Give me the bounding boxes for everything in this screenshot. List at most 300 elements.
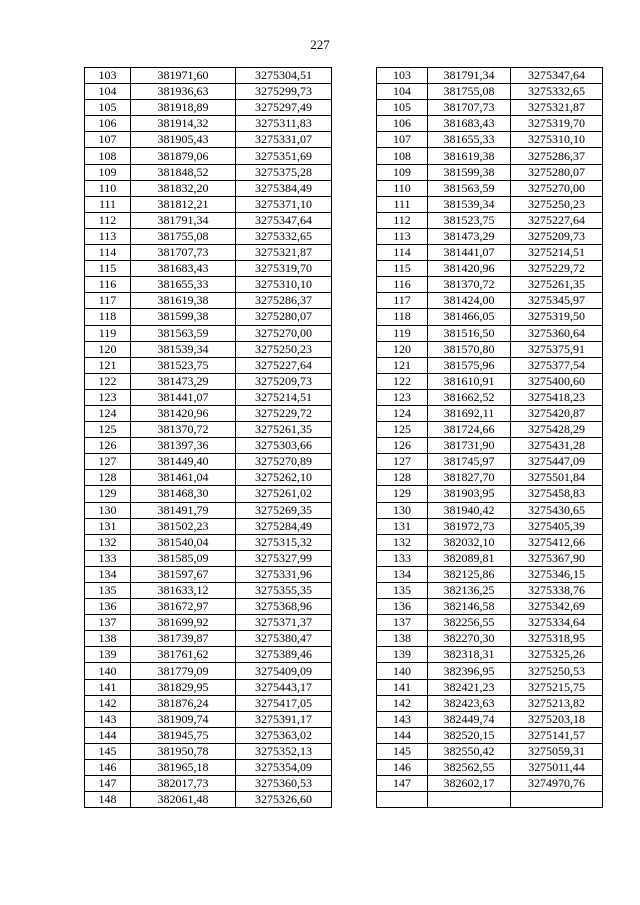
table-row — [85, 261, 332, 277]
table-row — [85, 212, 332, 228]
y-coordinate-cell: 3275303,66 — [236, 438, 332, 454]
x-coordinate-cell: 381950,78 — [131, 743, 236, 759]
x-coordinate-cell: 382423,63 — [428, 695, 511, 711]
x-coordinate-cell: 381707,73 — [131, 245, 236, 261]
point-number-cell: 122 — [85, 373, 131, 389]
table-row — [377, 261, 603, 277]
x-coordinate-cell: 382089,81 — [428, 550, 511, 566]
y-coordinate-cell: 3275405,39 — [511, 518, 603, 534]
y-coordinate-cell: 3275327,99 — [236, 550, 332, 566]
point-number-cell: 146 — [377, 760, 428, 776]
table-row — [377, 180, 603, 196]
table-row — [85, 132, 332, 148]
x-coordinate-cell: 381812,21 — [131, 196, 236, 212]
y-coordinate-cell: 3275311,83 — [236, 116, 332, 132]
x-coordinate-cell: 381936,63 — [131, 84, 236, 100]
y-coordinate-cell: 3275310,10 — [511, 132, 603, 148]
point-number-cell: 126 — [85, 438, 131, 454]
x-coordinate-cell: 381940,42 — [428, 502, 511, 518]
y-coordinate-cell: 3275346,15 — [511, 566, 603, 582]
x-coordinate-cell: 382061,48 — [131, 792, 236, 808]
y-coordinate-cell: 3275284,49 — [236, 518, 332, 534]
table-row — [377, 631, 603, 647]
point-number-cell: 145 — [85, 743, 131, 759]
point-number-cell: 115 — [85, 261, 131, 277]
y-coordinate-cell: 3275319,70 — [511, 116, 603, 132]
table-row — [85, 486, 332, 502]
table-row — [377, 438, 603, 454]
x-coordinate-cell: 381918,89 — [131, 100, 236, 116]
table-row — [85, 309, 332, 325]
point-number-cell: 137 — [85, 615, 131, 631]
y-coordinate-cell: 3275214,51 — [511, 245, 603, 261]
y-coordinate-cell: 3275331,07 — [236, 132, 332, 148]
table-row — [377, 695, 603, 711]
point-number-cell: 119 — [377, 325, 428, 341]
table-row — [85, 341, 332, 357]
table-row — [85, 389, 332, 405]
x-coordinate-cell: 381610,91 — [428, 373, 511, 389]
y-coordinate-cell: 3275270,00 — [236, 325, 332, 341]
y-coordinate-cell: 3275297,49 — [236, 100, 332, 116]
point-number-cell: 144 — [377, 727, 428, 743]
y-coordinate-cell: 3275430,65 — [511, 502, 603, 518]
x-coordinate-cell: 381516,50 — [428, 325, 511, 341]
x-coordinate-cell: 381585,09 — [131, 550, 236, 566]
y-coordinate-cell: 3275214,51 — [236, 389, 332, 405]
x-coordinate-cell: 381779,09 — [131, 663, 236, 679]
y-coordinate-cell: 3275141,57 — [511, 727, 603, 743]
x-coordinate-cell: 381539,34 — [131, 341, 236, 357]
point-number-cell: 125 — [377, 422, 428, 438]
x-coordinate-cell: 381424,00 — [428, 293, 511, 309]
x-coordinate-cell: 381848,52 — [131, 164, 236, 180]
x-coordinate-cell: 381441,07 — [131, 389, 236, 405]
x-coordinate-cell: 381879,06 — [131, 148, 236, 164]
coordinates-table-left — [84, 67, 332, 808]
table-row — [377, 422, 603, 438]
x-coordinate-cell: 382017,73 — [131, 776, 236, 792]
y-coordinate-cell: 3275351,69 — [236, 148, 332, 164]
point-number-cell: 112 — [85, 212, 131, 228]
y-coordinate-cell: 3275347,64 — [236, 212, 332, 228]
x-coordinate-cell: 381683,43 — [428, 116, 511, 132]
table-row — [85, 68, 332, 84]
table-row — [377, 373, 603, 389]
table-row — [377, 309, 603, 325]
x-coordinate-cell: 381633,12 — [131, 583, 236, 599]
point-number-cell: 135 — [85, 583, 131, 599]
table-row — [377, 357, 603, 373]
y-coordinate-cell: 3275280,07 — [236, 309, 332, 325]
point-number-cell: 111 — [85, 196, 131, 212]
point-number-cell: 116 — [85, 277, 131, 293]
point-number-cell: 148 — [85, 792, 131, 808]
y-coordinate-cell: 3275371,37 — [236, 615, 332, 631]
point-number-cell: 124 — [85, 405, 131, 421]
point-number-cell: 112 — [377, 212, 428, 228]
point-number-cell: 111 — [377, 196, 428, 212]
y-coordinate-cell: 3275321,87 — [236, 245, 332, 261]
y-coordinate-cell: 3275310,10 — [236, 277, 332, 293]
x-coordinate-cell: 381619,38 — [131, 293, 236, 309]
point-number-cell: 114 — [377, 245, 428, 261]
table-row — [377, 534, 603, 550]
point-number-cell: 120 — [85, 341, 131, 357]
x-coordinate-cell: 381829,95 — [131, 679, 236, 695]
point-number-cell: 134 — [377, 566, 428, 582]
y-coordinate-cell: 3275412,66 — [511, 534, 603, 550]
point-number-cell: 136 — [377, 599, 428, 615]
y-coordinate-cell: 3275354,09 — [236, 760, 332, 776]
table-row — [85, 180, 332, 196]
y-coordinate-cell: 3275375,28 — [236, 164, 332, 180]
point-number-cell: 124 — [377, 405, 428, 421]
x-coordinate-cell: 381905,43 — [131, 132, 236, 148]
x-coordinate-cell: 381397,36 — [131, 438, 236, 454]
y-coordinate-cell: 3275447,09 — [511, 454, 603, 470]
x-coordinate-cell: 382270,30 — [428, 631, 511, 647]
x-coordinate-cell: 381972,73 — [428, 518, 511, 534]
point-number-cell: 106 — [85, 116, 131, 132]
y-coordinate-cell: 3275347,64 — [511, 68, 603, 84]
table-row — [85, 196, 332, 212]
y-coordinate-cell: 3275380,47 — [236, 631, 332, 647]
table-row — [377, 389, 603, 405]
point-number-cell: 139 — [377, 647, 428, 663]
x-coordinate-cell: 381707,73 — [428, 100, 511, 116]
point-number-cell: 118 — [377, 309, 428, 325]
point-number-cell: 147 — [377, 776, 428, 792]
table-row — [377, 550, 603, 566]
point-number-cell: 128 — [377, 470, 428, 486]
point-number-cell: 137 — [377, 615, 428, 631]
page-number: 227 — [310, 37, 330, 52]
point-number-cell: 116 — [377, 277, 428, 293]
y-coordinate-cell: 3275368,96 — [236, 599, 332, 615]
table-row — [377, 245, 603, 261]
y-coordinate-cell: 3275215,75 — [511, 679, 603, 695]
table-row — [85, 100, 332, 116]
y-coordinate-cell: 3275315,32 — [236, 534, 332, 550]
table-row — [377, 293, 603, 309]
x-coordinate-cell: 382562,55 — [428, 760, 511, 776]
point-number-cell: 108 — [85, 148, 131, 164]
table-row — [377, 518, 603, 534]
point-number-cell: 107 — [85, 132, 131, 148]
point-number-cell: 139 — [85, 647, 131, 663]
y-coordinate-cell: 3275059,31 — [511, 743, 603, 759]
point-number-cell: 117 — [377, 293, 428, 309]
point-number-cell: 146 — [85, 760, 131, 776]
point-number-cell: 106 — [377, 116, 428, 132]
x-coordinate-cell: 381655,33 — [428, 132, 511, 148]
x-coordinate-cell: 382256,55 — [428, 615, 511, 631]
x-coordinate-cell: 381523,75 — [428, 212, 511, 228]
table-row — [85, 583, 332, 599]
table-row — [85, 502, 332, 518]
table-row — [85, 470, 332, 486]
table-row — [377, 743, 603, 759]
point-number-cell: 132 — [85, 534, 131, 550]
table-row — [85, 566, 332, 582]
y-coordinate-cell: 3275227,64 — [236, 357, 332, 373]
point-number-cell: 132 — [377, 534, 428, 550]
point-number-cell: 129 — [85, 486, 131, 502]
x-coordinate-cell: 382032,10 — [428, 534, 511, 550]
table-row — [377, 228, 603, 244]
x-coordinate-cell — [428, 792, 511, 808]
y-coordinate-cell: 3275501,84 — [511, 470, 603, 486]
y-coordinate-cell: 3275443,17 — [236, 679, 332, 695]
point-number-cell: 142 — [85, 695, 131, 711]
y-coordinate-cell: 3275261,35 — [236, 422, 332, 438]
y-coordinate-cell: 3275203,18 — [511, 711, 603, 727]
table-row — [377, 164, 603, 180]
y-coordinate-cell: 3275261,35 — [511, 277, 603, 293]
point-number-cell: 130 — [85, 502, 131, 518]
table-row — [85, 743, 332, 759]
y-coordinate-cell: 3275250,23 — [511, 196, 603, 212]
y-coordinate-cell: 3275319,70 — [236, 261, 332, 277]
table-row — [85, 679, 332, 695]
table-row — [377, 760, 603, 776]
y-coordinate-cell: 3275409,09 — [236, 663, 332, 679]
y-coordinate-cell: 3275428,29 — [511, 422, 603, 438]
table-row — [377, 148, 603, 164]
y-coordinate-cell: 3275286,37 — [511, 148, 603, 164]
y-coordinate-cell: 3275345,97 — [511, 293, 603, 309]
point-number-cell: 120 — [377, 341, 428, 357]
table-row — [85, 277, 332, 293]
point-number-cell: 141 — [85, 679, 131, 695]
table-row — [377, 583, 603, 599]
x-coordinate-cell: 382125,86 — [428, 566, 511, 582]
x-coordinate-cell: 381599,38 — [131, 309, 236, 325]
table-row — [85, 325, 332, 341]
table-row — [85, 373, 332, 389]
table-row — [377, 647, 603, 663]
point-number-cell: 130 — [377, 502, 428, 518]
table-row — [85, 647, 332, 663]
point-number-cell: 135 — [377, 583, 428, 599]
x-coordinate-cell: 381827,70 — [428, 470, 511, 486]
y-coordinate-cell: 3275262,10 — [236, 470, 332, 486]
coordinates-table-right — [376, 67, 603, 808]
x-coordinate-cell: 382421,23 — [428, 679, 511, 695]
y-coordinate-cell: 3275352,13 — [236, 743, 332, 759]
table-row — [377, 792, 603, 808]
point-number-cell: 125 — [85, 422, 131, 438]
x-coordinate-cell: 381420,96 — [428, 261, 511, 277]
y-coordinate-cell: 3275213,82 — [511, 695, 603, 711]
x-coordinate-cell: 381619,38 — [428, 148, 511, 164]
x-coordinate-cell: 381791,34 — [428, 68, 511, 84]
y-coordinate-cell: 3275418,23 — [511, 389, 603, 405]
x-coordinate-cell: 381570,80 — [428, 341, 511, 357]
x-coordinate-cell: 382520,15 — [428, 727, 511, 743]
point-number-cell: 110 — [85, 180, 131, 196]
table-row — [377, 615, 603, 631]
table-row — [85, 518, 332, 534]
point-number-cell: 107 — [377, 132, 428, 148]
x-coordinate-cell: 382146,58 — [428, 599, 511, 615]
y-coordinate-cell: 3275250,53 — [511, 663, 603, 679]
x-coordinate-cell: 381441,07 — [428, 245, 511, 261]
point-number-cell: 127 — [85, 454, 131, 470]
point-number-cell: 136 — [85, 599, 131, 615]
table-row — [377, 502, 603, 518]
table-row — [377, 68, 603, 84]
table-row — [85, 164, 332, 180]
point-number-cell: 121 — [85, 357, 131, 373]
y-coordinate-cell: 3275334,64 — [511, 615, 603, 631]
table-row — [377, 84, 603, 100]
point-number-cell: 144 — [85, 727, 131, 743]
x-coordinate-cell: 381692,11 — [428, 405, 511, 421]
x-coordinate-cell: 382550,42 — [428, 743, 511, 759]
point-number-cell: 126 — [377, 438, 428, 454]
x-coordinate-cell: 381903,95 — [428, 486, 511, 502]
x-coordinate-cell: 381473,29 — [428, 228, 511, 244]
x-coordinate-cell: 382602,17 — [428, 776, 511, 792]
point-number-cell: 131 — [85, 518, 131, 534]
table-row — [377, 454, 603, 470]
y-coordinate-cell — [511, 792, 603, 808]
point-number-cell: 129 — [377, 486, 428, 502]
point-number-cell: 113 — [377, 228, 428, 244]
x-coordinate-cell: 381461,04 — [131, 470, 236, 486]
x-coordinate-cell: 381755,08 — [131, 228, 236, 244]
point-number-cell: 123 — [85, 389, 131, 405]
x-coordinate-cell: 381502,23 — [131, 518, 236, 534]
y-coordinate-cell: 3275375,91 — [511, 341, 603, 357]
point-number-cell: 147 — [85, 776, 131, 792]
point-number-cell: 103 — [85, 68, 131, 84]
x-coordinate-cell: 381745,97 — [428, 454, 511, 470]
y-coordinate-cell: 3275391,17 — [236, 711, 332, 727]
x-coordinate-cell: 381420,96 — [131, 405, 236, 421]
x-coordinate-cell: 381540,04 — [131, 534, 236, 550]
x-coordinate-cell: 381731,90 — [428, 438, 511, 454]
table-row — [377, 405, 603, 421]
table-row — [377, 100, 603, 116]
table-row — [85, 760, 332, 776]
x-coordinate-cell: 381739,87 — [131, 631, 236, 647]
y-coordinate-cell: 3275332,65 — [236, 228, 332, 244]
table-row — [377, 470, 603, 486]
point-number-cell: 121 — [377, 357, 428, 373]
table-row — [85, 615, 332, 631]
y-coordinate-cell: 3274970,76 — [511, 776, 603, 792]
y-coordinate-cell: 3275250,23 — [236, 341, 332, 357]
x-coordinate-cell: 381370,72 — [428, 277, 511, 293]
point-number-cell: 133 — [85, 550, 131, 566]
point-number-cell: 118 — [85, 309, 131, 325]
x-coordinate-cell: 381599,38 — [428, 164, 511, 180]
x-coordinate-cell: 381466,05 — [428, 309, 511, 325]
table-row — [377, 341, 603, 357]
table-row — [377, 776, 603, 792]
x-coordinate-cell: 381563,59 — [428, 180, 511, 196]
y-coordinate-cell: 3275367,90 — [511, 550, 603, 566]
point-number-cell: 138 — [377, 631, 428, 647]
point-number-cell: 122 — [377, 373, 428, 389]
x-coordinate-cell: 381662,52 — [428, 389, 511, 405]
x-coordinate-cell: 381672,97 — [131, 599, 236, 615]
point-number-cell: 140 — [377, 663, 428, 679]
table-row — [85, 293, 332, 309]
y-coordinate-cell: 3275229,72 — [511, 261, 603, 277]
point-number-cell: 110 — [377, 180, 428, 196]
y-coordinate-cell: 3275209,73 — [236, 373, 332, 389]
table-row — [377, 196, 603, 212]
x-coordinate-cell: 381761,62 — [131, 647, 236, 663]
table-row — [85, 357, 332, 373]
y-coordinate-cell: 3275209,73 — [511, 228, 603, 244]
y-coordinate-cell: 3275299,73 — [236, 84, 332, 100]
table-row — [85, 792, 332, 808]
y-coordinate-cell: 3275286,37 — [236, 293, 332, 309]
x-coordinate-cell: 381683,43 — [131, 261, 236, 277]
point-number-cell: 114 — [85, 245, 131, 261]
table-row — [85, 245, 332, 261]
table-row — [377, 679, 603, 695]
x-coordinate-cell: 381832,20 — [131, 180, 236, 196]
y-coordinate-cell: 3275355,35 — [236, 583, 332, 599]
table-row — [377, 711, 603, 727]
table-row — [85, 534, 332, 550]
point-number-cell: 131 — [377, 518, 428, 534]
table-row — [85, 228, 332, 244]
x-coordinate-cell: 382396,95 — [428, 663, 511, 679]
point-number-cell: 127 — [377, 454, 428, 470]
y-coordinate-cell: 3275338,76 — [511, 583, 603, 599]
table-row — [85, 550, 332, 566]
point-number-cell: 128 — [85, 470, 131, 486]
table-row — [377, 132, 603, 148]
table-row — [85, 148, 332, 164]
x-coordinate-cell: 381914,32 — [131, 116, 236, 132]
y-coordinate-cell: 3275371,10 — [236, 196, 332, 212]
point-number-cell: 141 — [377, 679, 428, 695]
y-coordinate-cell: 3275360,64 — [511, 325, 603, 341]
point-number-cell: 117 — [85, 293, 131, 309]
point-number-cell: 143 — [85, 711, 131, 727]
point-number-cell: 142 — [377, 695, 428, 711]
x-coordinate-cell: 382136,25 — [428, 583, 511, 599]
point-number-cell: 145 — [377, 743, 428, 759]
y-coordinate-cell: 3275011,44 — [511, 760, 603, 776]
table-row — [85, 711, 332, 727]
y-coordinate-cell: 3275318,95 — [511, 631, 603, 647]
point-number-cell: 104 — [85, 84, 131, 100]
y-coordinate-cell: 3275270,00 — [511, 180, 603, 196]
point-number-cell: 109 — [85, 164, 131, 180]
y-coordinate-cell: 3275331,96 — [236, 566, 332, 582]
x-coordinate-cell: 382449,74 — [428, 711, 511, 727]
table-row — [377, 325, 603, 341]
x-coordinate-cell: 381971,60 — [131, 68, 236, 84]
y-coordinate-cell: 3275420,87 — [511, 405, 603, 421]
point-number-cell: 104 — [377, 84, 428, 100]
point-number-cell: 109 — [377, 164, 428, 180]
y-coordinate-cell: 3275389,46 — [236, 647, 332, 663]
y-coordinate-cell: 3275326,60 — [236, 792, 332, 808]
point-number-cell: 115 — [377, 261, 428, 277]
y-coordinate-cell: 3275417,05 — [236, 695, 332, 711]
y-coordinate-cell: 3275325,26 — [511, 647, 603, 663]
